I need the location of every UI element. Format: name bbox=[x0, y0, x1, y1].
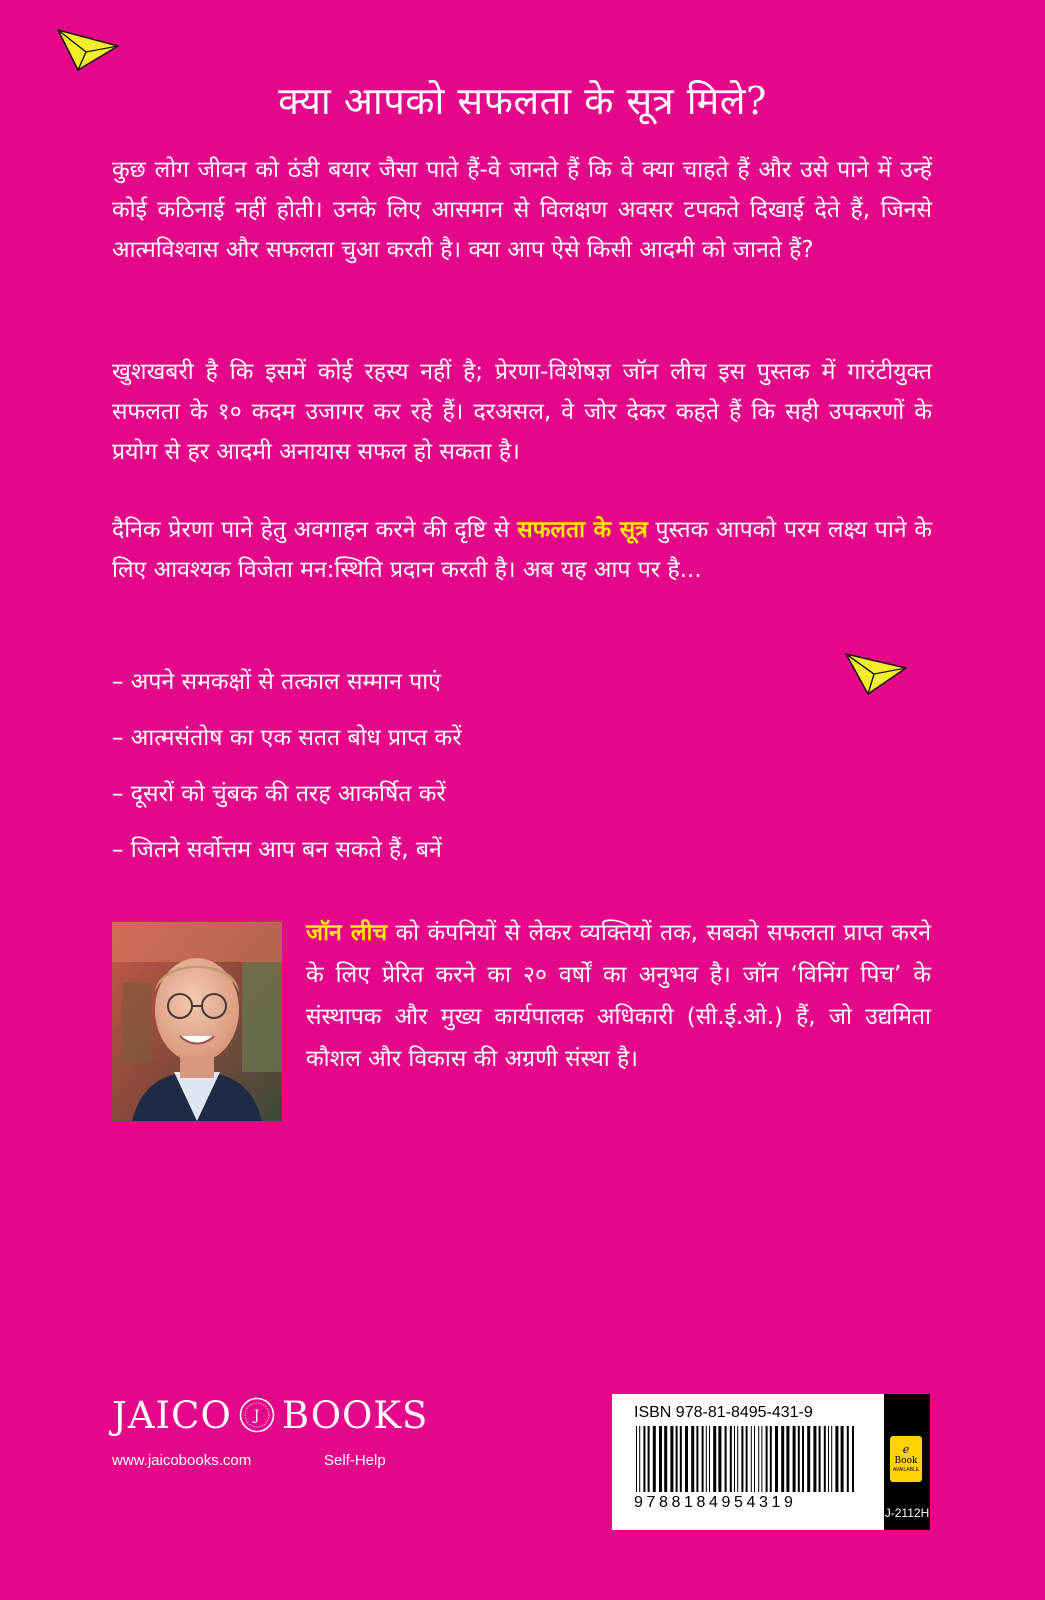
book-title-highlight: सफलता के सूत्र bbox=[517, 517, 648, 543]
author-bio bbox=[306, 912, 931, 1080]
paper-plane-icon bbox=[56, 26, 122, 74]
author-name: जॉन लीच bbox=[306, 920, 388, 946]
publisher-logo bbox=[112, 1390, 428, 1440]
barcode-bar bbox=[670, 1426, 673, 1492]
barcode-bar bbox=[659, 1426, 662, 1492]
barcode-bar bbox=[841, 1426, 844, 1492]
barcode-bar bbox=[636, 1426, 637, 1492]
barcode-bar bbox=[786, 1426, 789, 1492]
paper-plane-icon bbox=[844, 648, 908, 698]
barcode-bar bbox=[643, 1426, 645, 1492]
barcode-bar bbox=[709, 1426, 710, 1492]
barcode-bar bbox=[802, 1426, 804, 1492]
barcode bbox=[634, 1426, 860, 1494]
barcode-bar bbox=[798, 1426, 800, 1492]
barcode-bar bbox=[741, 1426, 743, 1492]
publisher-name-left: JAICO bbox=[112, 1393, 232, 1437]
barcode-bar bbox=[793, 1426, 796, 1492]
barcode-bar bbox=[691, 1426, 694, 1492]
page-title: क्या आपको सफलता के सूत्र मिले? bbox=[278, 79, 767, 123]
publisher-name-right: BOOKS bbox=[281, 1393, 429, 1437]
barcode-bar bbox=[746, 1426, 748, 1492]
author-photo bbox=[112, 922, 282, 1121]
barcode-bar bbox=[664, 1426, 667, 1492]
barcode-bar bbox=[781, 1426, 784, 1492]
intro-paragraph: कुछ लोग जीवन को ठंडी बयार जैसा पाते हैं-वे जानते हैं कि वे क्या चाहते हैं और उसे पाने में उन्हें कोई कठिनाई नहीं होती। उनके लिए आसमान से विलक्षण अवसर टपकते दिखाई देते हैं, जिनसे आत्मविश्वास और सफलता चुआ करती है। क्या आप ऐसे किसी आदमी को जानते हैं? bbox=[112, 157, 932, 263]
barcode-bar bbox=[676, 1426, 678, 1492]
barcode-bar bbox=[770, 1426, 772, 1492]
barcode-bar bbox=[819, 1426, 821, 1492]
ebook-status: AVAILABLE bbox=[892, 1467, 920, 1473]
barcode-bar bbox=[696, 1426, 698, 1492]
third-paragraph-end: पुस्तक आपको परम लक्ष्य पाने के लिए आवश्यक विजेता मन:स्थिति प्रदान करती है। अब यह आप पर है... bbox=[112, 517, 932, 583]
emblem-letter: J bbox=[253, 1408, 261, 1424]
barcode-bar bbox=[807, 1426, 810, 1492]
benefit-item: – जितने सर्वोत्तम आप बन सकते हैं, बनें bbox=[112, 837, 442, 863]
author-bio-text: को कंपनियों से लेकर व्यक्तियों तक, सबको सफलता प्राप्त करने के लिए प्रेरित करने का २० वर्षों का अनुभव है। जॉन ‘विनिंग पिच’ के संस्थापक और मुख्य कार्यपालक अधिकारी (सी.ई.ओ.) हैं, जो उद्यमिता कौशल और विकास की अग्रणी संस्था है। bbox=[306, 920, 931, 1072]
barcode-bar bbox=[761, 1426, 762, 1492]
benefit-item: – आत्मसंतोष का एक सतत बोध प्राप्त करें bbox=[112, 725, 462, 751]
barcode-bar bbox=[824, 1426, 826, 1492]
ebook-word: Book bbox=[894, 1456, 918, 1466]
barcode-bar bbox=[737, 1426, 738, 1492]
barcode-bar bbox=[852, 1426, 854, 1492]
barcode-digits: 9788184954319 bbox=[634, 1494, 797, 1511]
barcode-bar bbox=[766, 1426, 768, 1492]
ebook-strip bbox=[884, 1394, 930, 1530]
barcode-bar bbox=[706, 1426, 707, 1492]
barcode-bar bbox=[730, 1426, 732, 1492]
barcode-bar bbox=[713, 1426, 716, 1492]
isbn-label: ISBN 978-81-8495-431-9 bbox=[634, 1404, 813, 1421]
barcode-bar bbox=[754, 1426, 755, 1492]
publisher-website: www.jaicobooks.com bbox=[112, 1452, 252, 1469]
book-code: J-2112H bbox=[884, 1506, 930, 1520]
barcode-bar bbox=[725, 1426, 727, 1492]
barcode-bar bbox=[734, 1426, 735, 1492]
barcode-bar bbox=[835, 1426, 838, 1492]
barcode-bar bbox=[685, 1426, 688, 1492]
barcode-bar bbox=[653, 1426, 656, 1492]
ebook-available-badge bbox=[890, 1436, 922, 1482]
barcode-bar bbox=[718, 1426, 721, 1492]
barcode-bar bbox=[813, 1426, 816, 1492]
jaico-emblem-icon bbox=[239, 1397, 275, 1433]
barcode-bar bbox=[775, 1426, 778, 1492]
barcode-bar bbox=[831, 1426, 832, 1492]
third-paragraph-start: दैनिक प्रेरणा पाने हेतु अवगाहन करने की दृष्टि से bbox=[112, 517, 518, 543]
ebook-letter: e bbox=[902, 1443, 910, 1456]
second-paragraph: खुशखबरी है कि इसमें कोई रहस्य नहीं है; प्रेरणा-विशेषज्ञ जॉन लीच इस पुस्तक में गारंटीयुक्त सफलता के १० कदम उजागर कर रहे हैं। दरअसल, वे जोर देकर कहते हैं कि सही उपकरणों के प्रयोग से हर आदमी अनायास सफल हो सकता है। bbox=[112, 359, 932, 465]
barcode-bar bbox=[828, 1426, 829, 1492]
book-category: Self-Help bbox=[324, 1452, 386, 1469]
barcode-bar bbox=[702, 1426, 704, 1492]
third-paragraph bbox=[112, 510, 932, 590]
barcode-bar bbox=[648, 1426, 650, 1492]
isbn-barcode-box bbox=[612, 1394, 930, 1530]
benefit-item: – अपने समकक्षों से तत्काल सम्मान पाएं bbox=[112, 669, 441, 695]
barcode-bar bbox=[847, 1426, 849, 1492]
barcode-bar bbox=[639, 1426, 640, 1492]
barcode-bar bbox=[680, 1426, 682, 1492]
benefit-item: – दूसरों को चुंबक की तरह आकर्षित करें bbox=[112, 781, 446, 807]
barcode-bar bbox=[758, 1426, 759, 1492]
barcode-bar bbox=[751, 1426, 752, 1492]
